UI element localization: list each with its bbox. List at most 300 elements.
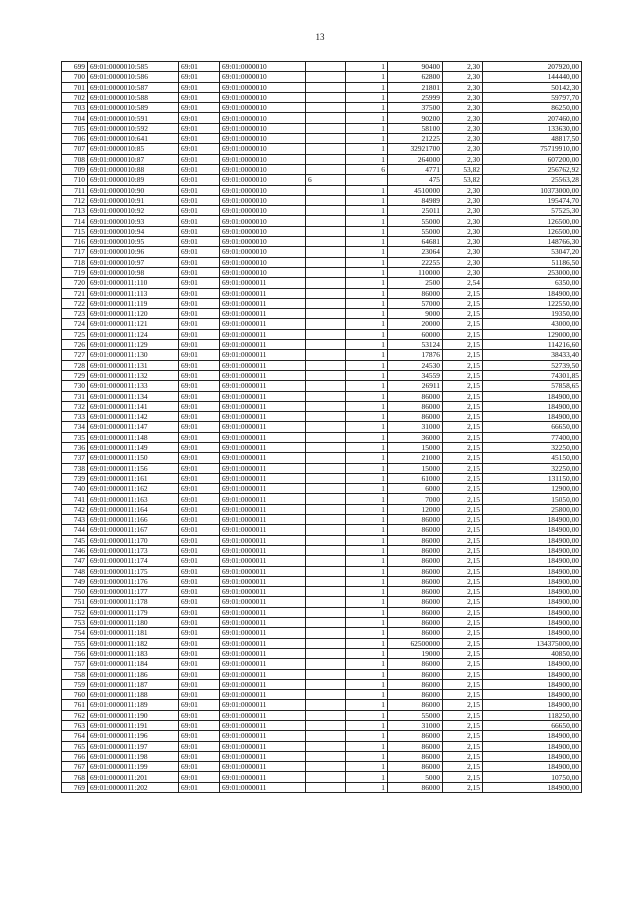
amount-cell: 184900,00 [483,545,582,555]
block-cell: 69:01:0000011 [220,319,306,329]
row-number: 736 [62,442,88,452]
cadastral-number-cell: 69:01:0000011:166 [88,515,179,525]
table-row [62,432,582,442]
value-cell: 86000 [388,628,443,638]
table-row [62,710,582,720]
table-row [62,422,582,432]
amount-cell: 122550,00 [483,298,582,308]
count-cell: 1 [346,278,388,288]
cadastral-number-cell: 69:01:0000011:161 [88,473,179,483]
count-cell: 1 [346,751,388,761]
block-cell: 69:01:0000010 [220,123,306,133]
row-number: 747 [62,556,88,566]
value-cell: 55000 [388,710,443,720]
rate-cell: 2,15 [443,556,483,566]
row-number: 758 [62,669,88,679]
row-number: 768 [62,772,88,782]
region-code-cell: 69:01 [179,329,220,339]
text-count-cell [306,504,346,514]
region-code-cell: 69:01 [179,226,220,236]
count-cell: 1 [346,103,388,113]
region-code-cell: 69:01 [179,648,220,658]
row-number: 761 [62,700,88,710]
value-cell: 86000 [388,782,443,792]
region-code-cell: 69:01 [179,772,220,782]
table-row [62,257,582,267]
cadastral-number-cell: 69:01:0000011:147 [88,422,179,432]
amount-cell: 184900,00 [483,412,582,422]
block-cell: 69:01:0000011 [220,309,306,319]
row-number: 745 [62,535,88,545]
row-number: 737 [62,453,88,463]
row-number: 743 [62,515,88,525]
region-code-cell: 69:01 [179,751,220,761]
cadastral-number-cell: 69:01:0000010:87 [88,154,179,164]
block-cell: 69:01:0000011 [220,484,306,494]
row-number: 759 [62,679,88,689]
rate-cell: 2,15 [443,762,483,772]
value-cell: 86000 [388,669,443,679]
value-cell: 21000 [388,453,443,463]
row-number: 750 [62,587,88,597]
row-number: 729 [62,370,88,380]
row-number: 701 [62,82,88,92]
row-number: 723 [62,309,88,319]
row-number: 756 [62,648,88,658]
text-count-cell [306,391,346,401]
region-code-cell: 69:01 [179,782,220,792]
text-count-cell [306,494,346,504]
cadastral-number-cell: 69:01:0000011:170 [88,535,179,545]
row-number: 704 [62,113,88,123]
text-count-cell [306,762,346,772]
block-cell: 69:01:0000011 [220,515,306,525]
text-count-cell [306,113,346,123]
table-row [62,556,582,566]
value-cell: 86000 [388,412,443,422]
block-cell: 69:01:0000010 [220,247,306,257]
rate-cell: 2,15 [443,288,483,298]
amount-cell: 184900,00 [483,576,582,586]
count-cell: 1 [346,453,388,463]
value-cell: 86000 [388,545,443,555]
cadastral-number-cell: 69:01:0000011:164 [88,504,179,514]
cadastral-number-cell: 69:01:0000011:120 [88,309,179,319]
row-number: 719 [62,267,88,277]
row-number: 741 [62,494,88,504]
text-count-cell [306,226,346,236]
text-count-cell [306,721,346,731]
rate-cell: 2,15 [443,731,483,741]
row-number: 742 [62,504,88,514]
text-count-cell [306,401,346,411]
cadastral-number-cell: 69:01:0000011:187 [88,679,179,689]
cadastral-number-cell: 69:01:0000010:585 [88,62,179,72]
text-count-cell [306,484,346,494]
text-count-cell [306,237,346,247]
text-count-cell [306,659,346,669]
block-cell: 69:01:0000011 [220,494,306,504]
count-cell: 1 [346,92,388,102]
count-cell: 1 [346,731,388,741]
amount-cell: 184900,00 [483,587,582,597]
block-cell: 69:01:0000011 [220,679,306,689]
amount-cell: 25800,00 [483,504,582,514]
value-cell: 84989 [388,195,443,205]
table-row [62,504,582,514]
count-cell: 1 [346,309,388,319]
table-row [62,72,582,82]
text-count-cell [306,628,346,638]
text-count-cell [306,185,346,195]
cadastral-number-cell: 69:01:0000011:156 [88,463,179,473]
text-count-cell [306,782,346,792]
count-cell: 1 [346,679,388,689]
block-cell: 69:01:0000011 [220,566,306,576]
row-number: 700 [62,72,88,82]
count-cell: 6 [346,164,388,174]
value-cell: 86000 [388,618,443,628]
cadastral-number-cell: 69:01:0000011:124 [88,329,179,339]
amount-cell: 184900,00 [483,391,582,401]
value-cell: 90400 [388,62,443,72]
block-cell: 69:01:0000011 [220,412,306,422]
value-cell: 86000 [388,535,443,545]
cadastral-number-cell: 69:01:0000011:130 [88,350,179,360]
cadastral-number-cell: 69:01:0000011:182 [88,638,179,648]
region-code-cell: 69:01 [179,340,220,350]
text-count-cell [306,195,346,205]
text-count-cell [306,453,346,463]
block-cell: 69:01:0000010 [220,113,306,123]
count-cell: 1 [346,597,388,607]
table-row [62,731,582,741]
cadastral-number-cell: 69:01:0000011:201 [88,772,179,782]
text-count-cell [306,442,346,452]
amount-cell: 256762,92 [483,164,582,174]
region-code-cell: 69:01 [179,556,220,566]
count-cell: 1 [346,360,388,370]
text-count-cell [306,72,346,82]
region-code-cell: 69:01 [179,278,220,288]
row-number: 702 [62,92,88,102]
count-cell: 1 [346,525,388,535]
block-cell: 69:01:0000011 [220,618,306,628]
cadastral-number-cell: 69:01:0000011:190 [88,710,179,720]
block-cell: 69:01:0000011 [220,638,306,648]
text-count-cell [306,288,346,298]
count-cell: 1 [346,504,388,514]
block-cell: 69:01:0000011 [220,690,306,700]
table-row [62,587,582,597]
row-number: 725 [62,329,88,339]
amount-cell: 43000,00 [483,319,582,329]
rate-cell: 2,15 [443,453,483,463]
amount-cell: 15050,00 [483,494,582,504]
text-count-cell [306,607,346,617]
row-number: 746 [62,545,88,555]
block-cell: 69:01:0000011 [220,381,306,391]
rate-cell: 2,30 [443,92,483,102]
region-code-cell: 69:01 [179,679,220,689]
value-cell: 31000 [388,721,443,731]
block-cell: 69:01:0000010 [220,144,306,154]
value-cell: 86000 [388,587,443,597]
region-code-cell: 69:01 [179,206,220,216]
rate-cell: 2,15 [443,690,483,700]
rate-cell: 2,15 [443,772,483,782]
cadastral-number-cell: 69:01:0000010:93 [88,216,179,226]
cadastral-number-cell: 69:01:0000010:96 [88,247,179,257]
row-number: 734 [62,422,88,432]
amount-cell: 184900,00 [483,288,582,298]
region-code-cell: 69:01 [179,710,220,720]
value-cell: 24530 [388,360,443,370]
block-cell: 69:01:0000010 [220,62,306,72]
amount-cell: 131150,00 [483,473,582,483]
table-row [62,473,582,483]
text-count-cell [306,278,346,288]
text-count-cell [306,247,346,257]
cadastral-number-cell: 69:01:0000011:132 [88,370,179,380]
table-row [62,628,582,638]
row-number: 712 [62,195,88,205]
rate-cell: 2,15 [443,628,483,638]
rate-cell: 2,15 [443,432,483,442]
block-cell: 69:01:0000011 [220,442,306,452]
table-row [62,751,582,761]
text-count-cell [306,679,346,689]
table-row [62,412,582,422]
count-cell: 1 [346,288,388,298]
cadastral-number-cell: 69:01:0000011:183 [88,648,179,658]
amount-cell: 184900,00 [483,401,582,411]
count-cell: 1 [346,298,388,308]
rate-cell: 2,15 [443,381,483,391]
count-cell: 1 [346,638,388,648]
amount-cell: 184900,00 [483,566,582,576]
value-cell: 86000 [388,515,443,525]
text-count-cell [306,309,346,319]
region-code-cell: 69:01 [179,432,220,442]
row-number: 757 [62,659,88,669]
block-cell: 69:01:0000011 [220,340,306,350]
row-number: 716 [62,237,88,247]
block-cell: 69:01:0000011 [220,721,306,731]
table-row [62,103,582,113]
count-cell: 1 [346,710,388,720]
region-code-cell: 69:01 [179,237,220,247]
region-code-cell: 69:01 [179,463,220,473]
table-row [62,154,582,164]
block-cell: 69:01:0000010 [220,237,306,247]
block-cell: 69:01:0000011 [220,329,306,339]
row-number: 710 [62,175,88,185]
text-count-cell [306,741,346,751]
region-code-cell: 69:01 [179,412,220,422]
region-code-cell: 69:01 [179,185,220,195]
rate-cell: 2,15 [443,576,483,586]
text-count-cell [306,545,346,555]
rate-cell: 2,15 [443,587,483,597]
region-code-cell: 69:01 [179,175,220,185]
rate-cell: 2,30 [443,185,483,195]
region-code-cell: 69:01 [179,92,220,102]
rate-cell: 2,15 [443,782,483,792]
region-code-cell: 69:01 [179,319,220,329]
table-row [62,340,582,350]
rate-cell: 2,30 [443,247,483,257]
rate-cell: 2,30 [443,226,483,236]
value-cell: 86000 [388,690,443,700]
row-number: 724 [62,319,88,329]
count-cell: 1 [346,741,388,751]
value-cell: 7000 [388,494,443,504]
amount-cell: 184900,00 [483,679,582,689]
row-number: 735 [62,432,88,442]
value-cell: 64681 [388,237,443,247]
cadastral-number-cell: 69:01:0000011:177 [88,587,179,597]
table-row [62,659,582,669]
block-cell: 69:01:0000011 [220,370,306,380]
text-count-cell [306,669,346,679]
region-code-cell: 69:01 [179,247,220,257]
block-cell: 69:01:0000011 [220,700,306,710]
block-cell: 69:01:0000011 [220,298,306,308]
count-cell: 1 [346,494,388,504]
table-row [62,62,582,72]
rate-cell: 2,15 [443,504,483,514]
count-cell: 1 [346,607,388,617]
value-cell: 60000 [388,329,443,339]
cadastral-number-cell: 69:01:0000011:162 [88,484,179,494]
region-code-cell: 69:01 [179,669,220,679]
rate-cell: 2,30 [443,123,483,133]
block-cell: 69:01:0000010 [220,134,306,144]
text-count-cell [306,515,346,525]
amount-cell: 126500,00 [483,216,582,226]
text-count-cell [306,370,346,380]
rate-cell: 2,15 [443,442,483,452]
value-cell: 475 [388,175,443,185]
rate-cell: 2,15 [443,370,483,380]
block-cell: 69:01:0000011 [220,607,306,617]
rate-cell: 2,30 [443,237,483,247]
text-count-cell [306,463,346,473]
count-cell: 1 [346,319,388,329]
amount-cell: 184900,00 [483,515,582,525]
cadastral-number-cell: 69:01:0000010:89 [88,175,179,185]
table-row [62,442,582,452]
rate-cell: 53,82 [443,175,483,185]
value-cell: 86000 [388,751,443,761]
block-cell: 69:01:0000011 [220,587,306,597]
table-row [62,597,582,607]
cadastral-number-cell: 69:01:0000011:180 [88,618,179,628]
cadastral-number-cell: 69:01:0000010:588 [88,92,179,102]
rate-cell: 2,15 [443,298,483,308]
region-code-cell: 69:01 [179,381,220,391]
text-count-cell [306,62,346,72]
amount-cell: 134375000,00 [483,638,582,648]
count-cell: 1 [346,82,388,92]
value-cell: 86000 [388,401,443,411]
region-code-cell: 69:01 [179,504,220,514]
block-cell: 69:01:0000010 [220,72,306,82]
block-cell: 69:01:0000011 [220,525,306,535]
region-code-cell: 69:01 [179,690,220,700]
amount-cell: 184900,00 [483,762,582,772]
page-number: 13 [315,32,325,42]
region-code-cell: 69:01 [179,659,220,669]
table-row [62,226,582,236]
cadastral-number-cell: 69:01:0000011:184 [88,659,179,669]
rate-cell: 2,30 [443,144,483,154]
block-cell: 69:01:0000010 [220,154,306,164]
amount-cell: 77400,00 [483,432,582,442]
rate-cell: 2,15 [443,494,483,504]
text-count-cell [306,216,346,226]
count-cell: 1 [346,628,388,638]
count-cell: 1 [346,72,388,82]
block-cell: 69:01:0000011 [220,350,306,360]
count-cell: 1 [346,618,388,628]
rate-cell: 2,15 [443,566,483,576]
block-cell: 69:01:0000010 [220,92,306,102]
region-code-cell: 69:01 [179,401,220,411]
rate-cell: 2,15 [443,319,483,329]
table-row [62,772,582,782]
row-number: 769 [62,782,88,792]
text-count-cell [306,319,346,329]
amount-cell: 144440,00 [483,72,582,82]
block-cell: 69:01:0000011 [220,576,306,586]
rate-cell: 2,15 [443,360,483,370]
rate-cell: 2,30 [443,103,483,113]
amount-cell: 10750,00 [483,772,582,782]
amount-cell: 184900,00 [483,618,582,628]
count-cell: 1 [346,381,388,391]
cadastral-number-cell: 69:01:0000010:641 [88,134,179,144]
table-row [62,164,582,174]
cadastral-number-cell: 69:01:0000011:149 [88,442,179,452]
region-code-cell: 69:01 [179,298,220,308]
value-cell: 110000 [388,267,443,277]
cadastral-number-cell: 69:01:0000011:150 [88,453,179,463]
amount-cell: 86250,00 [483,103,582,113]
rate-cell: 2,30 [443,257,483,267]
cadastral-number-cell: 69:01:0000010:97 [88,257,179,267]
row-number: 727 [62,350,88,360]
count-cell: 1 [346,62,388,72]
value-cell: 20000 [388,319,443,329]
value-cell: 55000 [388,216,443,226]
block-cell: 69:01:0000011 [220,391,306,401]
block-cell: 69:01:0000011 [220,782,306,792]
cadastral-number-cell: 69:01:0000010:90 [88,185,179,195]
cadastral-number-cell: 69:01:0000011:113 [88,288,179,298]
region-code-cell: 69:01 [179,257,220,267]
count-cell: 1 [346,463,388,473]
amount-cell: 207460,00 [483,113,582,123]
count-cell: 1 [346,195,388,205]
text-count-cell [306,710,346,720]
amount-cell: 114216,60 [483,340,582,350]
table-row [62,545,582,555]
cadastral-number-cell: 69:01:0000011:133 [88,381,179,391]
region-code-cell: 69:01 [179,309,220,319]
row-number: 706 [62,134,88,144]
